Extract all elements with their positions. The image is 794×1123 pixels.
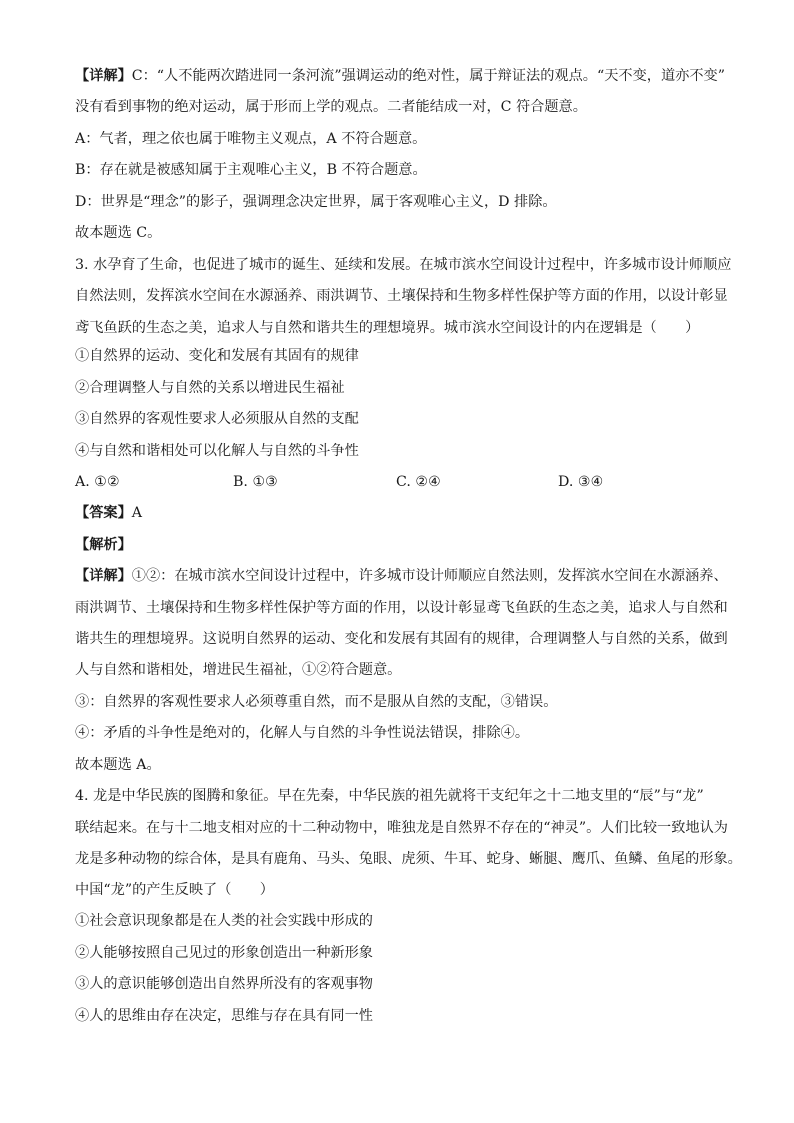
q3-detail-line: 谐共生的理想境界。这说明自然界的运动、变化和发展有其固有的规律，合理调整人与自然的关系，做到: [75, 631, 728, 647]
q3-detail-line: 【详解】①②：在城市滨水空间设计过程中，许多城市设计师顺应自然法则，发挥滨水空间在水源涵养、: [75, 568, 728, 584]
q2-conclusion: 故本题选 C。: [75, 225, 162, 241]
detail-tag: 【详解】: [75, 568, 132, 584]
q3-answer: [75, 503, 142, 523]
q4-statement-4: ④人的思维由存在决定，思维与存在具有同一性: [75, 1008, 373, 1024]
q4-stem-line: 4. 龙是中华民族的图腾和象征。早在先秦，中华民族的祖先就将干支纪年之十二地支里的“辰”与“龙”: [75, 788, 704, 804]
answer-value: A: [131, 505, 143, 521]
q4-stem-line: 中国“龙”的产生反映了（ ）: [75, 882, 274, 898]
q2-detail-line: A：气者，理之依也属于唯物主义观点，A 不符合题意。: [75, 131, 427, 147]
q3-option-b: B. ①③: [233, 474, 278, 490]
q3-detail-line: 雨洪调节、土壤保持和生物多样性保护等方面的作用，以设计彰显鸢飞鱼跃的生态之美，追求人与自然和: [75, 600, 728, 616]
q2-detail-line: 【详解】C：“人不能两次踏进同一条河流”强调运动的绝对性，属于辩证法的观点。“天不变，道亦不变”: [75, 68, 725, 84]
q3-option-c: C. ②④: [396, 474, 441, 490]
q3-statement-1: ①自然界的运动、变化和发展有其固有的规律: [75, 348, 359, 364]
q4-statement-1: ①社会意识现象都是在人类的社会实践中形成的: [75, 913, 373, 929]
q3-analysis-heading: 【解析】: [75, 537, 132, 553]
q3-detail-line: 人与自然和谐相处，增进民生福祉，①②符合题意。: [75, 662, 402, 678]
q2-detail-line: 没有看到事物的绝对运动，属于形而上学的观点。二者能结成一对，C 符合题意。: [75, 99, 587, 115]
q4-statement-3: ③人的意识能够创造出自然界所没有的客观事物: [75, 976, 373, 992]
q4-statement-2: ②人能够按照自己见过的形象创造出一种新形象: [75, 945, 373, 961]
q4-stem-line: 联结起来。在与十二地支相对应的十二种动物中，唯独龙是自然界不存在的“神灵”。人们比较一致地认为: [75, 820, 728, 836]
q3-stem-line: 鸢飞鱼跃的生态之美，追求人与自然和谐共生的理想境界。城市滨水空间设计的内在逻辑是（ ）: [75, 320, 700, 336]
q3-statement-3: ③自然界的客观性要求人必须服从自然的支配: [75, 411, 359, 427]
q3-option-d: D. ③④: [558, 474, 604, 490]
q3-statement-4: ④与自然和谐相处可以化解人与自然的斗争性: [75, 443, 359, 459]
q3-detail-line: ③：自然界的客观性要求人必须尊重自然，而不是服从自然的支配，③错误。: [75, 694, 558, 710]
q3-conclusion: 故本题选 A。: [75, 757, 161, 773]
q3-stem-line: 自然法则，发挥滨水空间在水源涵养、雨洪调节、土壤保持和生物多样性保护等方面的作用，以设计彰显: [75, 288, 728, 304]
q2-detail-line: B：存在就是被感知属于主观唯心主义，B 不符合题意。: [75, 162, 427, 178]
q3-options: [0, 472, 794, 492]
q4-stem-line: 龙是多种动物的综合体，是具有鹿角、马头、兔眼、虎须、牛耳、蛇身、蜥腿、鹰爪、鱼鳞、鱼尾的形象。: [75, 851, 742, 867]
q3-statement-2: ②合理调整人与自然的关系以增进民生福祉: [75, 380, 345, 396]
q3-stem-line: 3. 水孕育了生命，也促进了城市的诞生、延续和发展。在城市滨水空间设计过程中，许多城市设计师顺应: [75, 257, 732, 273]
detail-tag: 【详解】: [75, 68, 132, 84]
q3-option-a: A. ①②: [75, 474, 120, 490]
q3-detail-line: ④：矛盾的斗争性是绝对的，化解人与自然的斗争性说法错误，排除④。: [75, 725, 530, 741]
answer-tag: 【答案】: [75, 505, 132, 521]
q2-detail-line: D：世界是“理念”的影子，强调理念决定世界，属于客观唯心主义，D 排除。: [75, 194, 557, 210]
